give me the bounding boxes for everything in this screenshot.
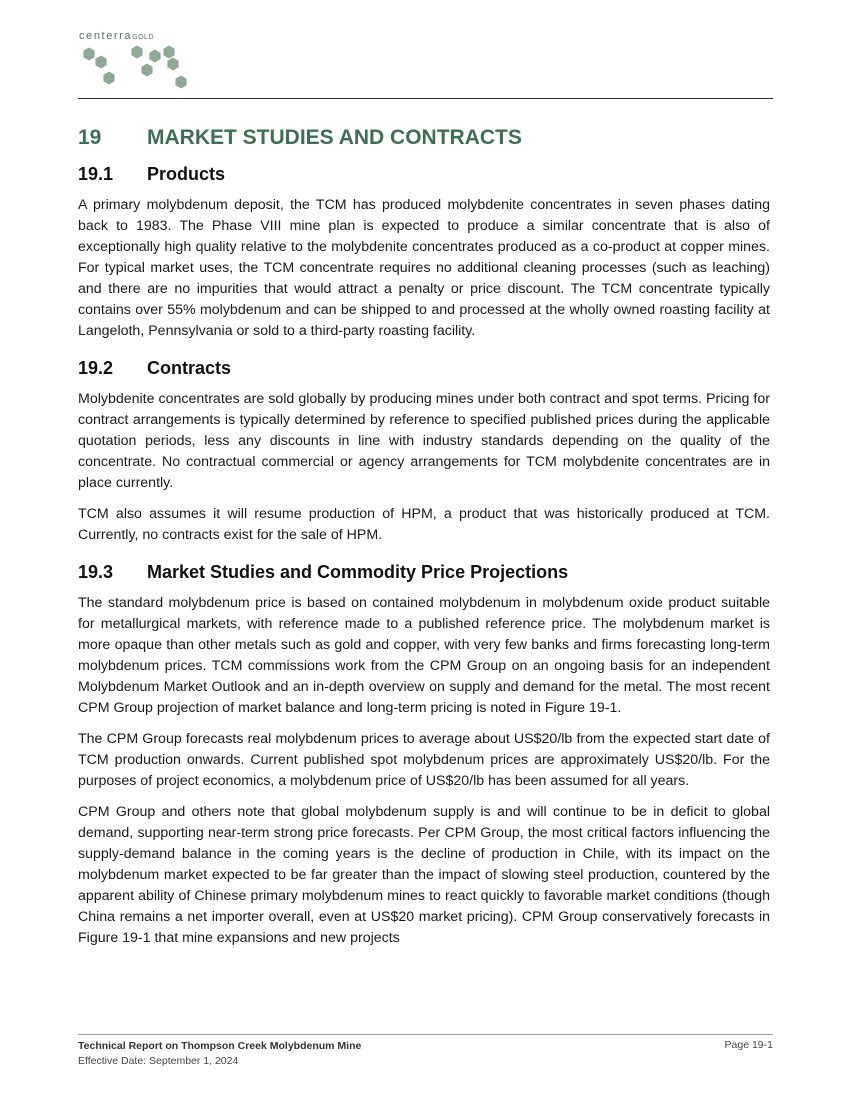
logo-brand-suffix: GOLD (132, 34, 154, 41)
company-logo (79, 30, 199, 94)
subsection-number: 19.2 (78, 358, 114, 378)
subsection-heading (78, 164, 770, 185)
paragraph: The standard molybdenum price is based on contained molybdenum in molybdenum oxide product suitable for metallurgical markets, with reference made to a published reference price. The molybdenum market is more opaque than other metals such as gold and copper, with very few banks and firms forecasting long-term molybdenum prices. TCM commissions work from the CPM Group on an ongoing basis for an independent Molybdenum Market Outlook and an in-depth overview on supply and demand for the metal. The most recent CPM Group projection of market balance and long-term pricing is noted in Figure 19-1. (78, 595, 770, 716)
logo-wordmark (79, 30, 154, 42)
logo-hexagon (167, 58, 178, 71)
document-body (78, 126, 770, 959)
section-title: MARKET STUDIES AND CONTRACTS (147, 126, 522, 149)
paragraph: TCM also assumes it will resume production of HPM, a product that was historically produced at TCM. Currently, no contracts exist for the sale of HPM. (78, 506, 770, 543)
subsection-contracts (78, 358, 770, 546)
logo-hexagon (103, 72, 114, 85)
subsection-market-studies (78, 562, 770, 949)
footer-page-number: Page 19-1 (724, 1039, 773, 1051)
subsection-title: Products (147, 164, 226, 184)
logo-hexagon (149, 50, 160, 63)
section-number: 19 (78, 126, 102, 149)
subsection-products (78, 164, 770, 342)
section-heading (78, 126, 770, 150)
logo-hexagon (163, 46, 174, 59)
logo-hexagon (131, 46, 142, 59)
footer-rule (78, 1034, 773, 1035)
logo-brand-main: centerra (79, 30, 133, 42)
paragraph: A primary molybdenum deposit, the TCM has produced molybdenite concentrates in seven phases dating back to 1983. The Phase VIII mine plan is expected to produce a similar concentrate that is also of exceptionally high quality relative to the molybdenite concentrates produced as a co-product at copper mines. For typical market uses, the TCM concentrate requires no additional cleaning processes (such as leaching) and there are no impurities that would attract a penalty or price discount. The TCM concentrate typically contains over 55% molybdenum and can be shipped to and processed at the wholly owned roasting facility at Langeloth, Pennsylvania or sold to a third-party roasting facility. (78, 197, 770, 339)
logo-hexagon (175, 76, 186, 89)
footer-info (78, 1039, 361, 1069)
subsection-number: 19.1 (78, 164, 114, 184)
paragraph: The CPM Group forecasts real molybdenum prices to average about US$20/lb from the expected start date of TCM production onwards. Current published spot molybdenum prices are approximately US$20/lb. For the purposes of project economics, a molybdenum price of US$20/lb has been assumed for all years. (78, 731, 770, 789)
footer-report-title: Technical Report on Thompson Creek Molybdenum Mine (78, 1040, 362, 1052)
logo-hexagons-icon (79, 44, 199, 94)
subsection-title: Contracts (147, 358, 232, 378)
paragraph: CPM Group and others note that global molybdenum supply is and will continue to be in deficit to global demand, supporting near-term strong price forecasts. Per CPM Group, the most critical factors influencing the supply-demand balance in the coming years is the decline of production in Chile, with its impact on the molybdenum market expected to be far greater than the impact of slowing steel production, countered by the apparent ability of Chinese primary molybdenum mines to react quickly to favorable market conditions (though China remains a net importer overall, even at US$20 market pricing). CPM Group conservatively forecasts in Figure 19-1 that mine expansions and new projects (78, 804, 770, 946)
footer-effective-date: Effective Date: September 1, 2024 (78, 1055, 239, 1067)
logo-hexagon (141, 64, 152, 77)
logo-hexagon (83, 48, 94, 61)
subsection-heading (78, 562, 770, 583)
subsection-title: Market Studies and Commodity Price Projections (147, 562, 569, 582)
header-rule (78, 98, 773, 99)
paragraph: Molybdenite concentrates are sold globally by producing mines under both contract and spot terms. Pricing for contract arrangements is typically determined by reference to specified published prices during the applicable quotation periods, less any discounts in line with industry standards depending on the quality of the concentrate. No contractual commercial or agency arrangements for TCM molybdenite concentrates are in place currently. (78, 391, 770, 491)
logo-hexagon (95, 56, 106, 69)
subsection-heading (78, 358, 770, 379)
subsection-number: 19.3 (78, 562, 114, 582)
